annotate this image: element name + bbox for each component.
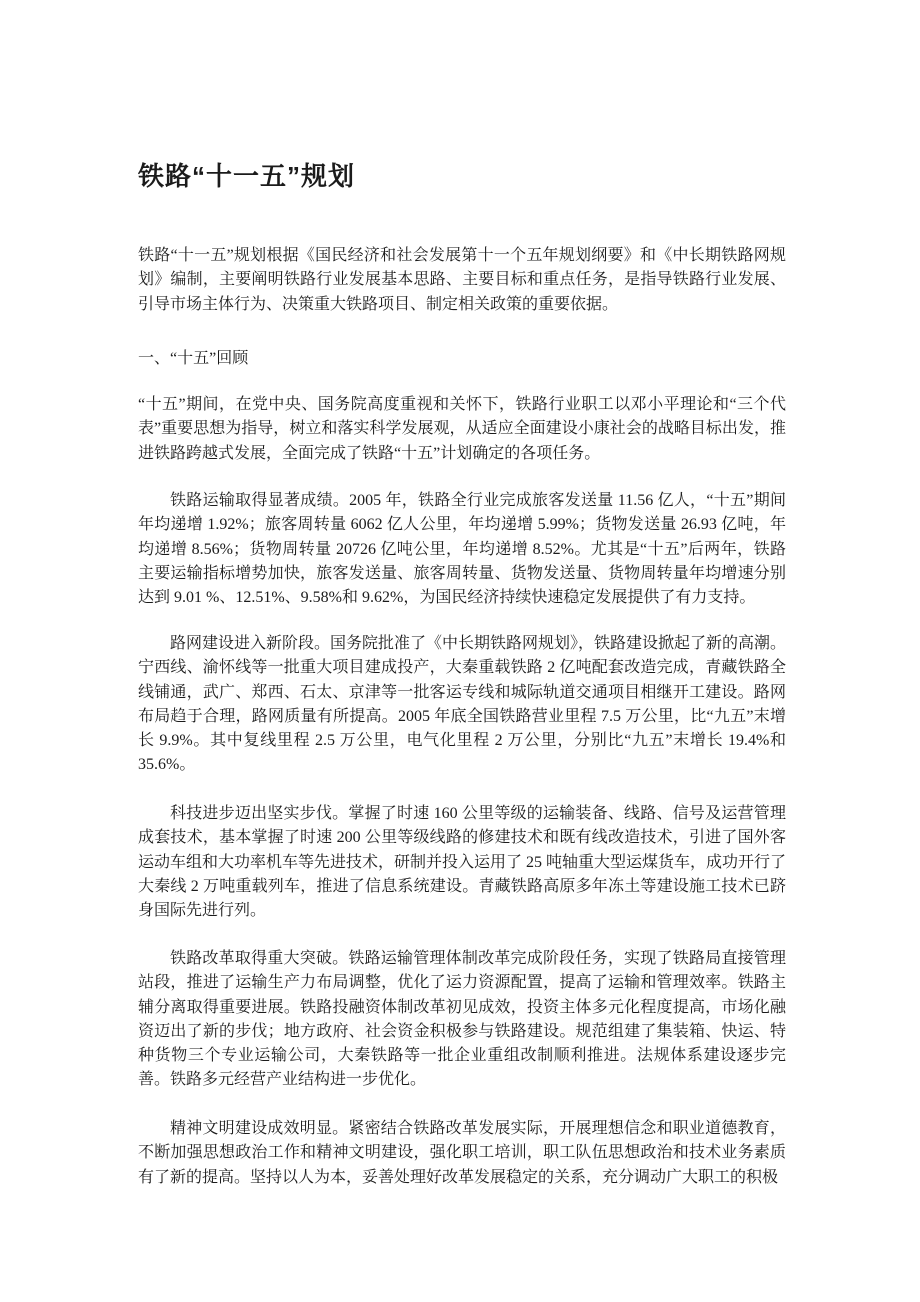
paragraph-transport-achievements: 铁路运输取得显著成绩。2005 年，铁路全行业完成旅客发送量 11.56 亿人，“十五”期间年均递增 1.92%；旅客周转量 6062 亿人公里，年均递增 5.99%；货物发送量 26.93 亿吨，年均递增 8.56%；货物周转量 20726 亿吨公里，年均递增 8.52%。尤其是“十五”后两年，铁路主要运输指标增势加快，旅客发送量、旅客周转量、货物发送量、货物周转量年均增速分别达到 9.01 %、12.51%、9.58%和 9.62%，为国民经济持续快速稳定发展提供了有力支持。	[138, 492, 786, 607]
section-heading: 一、“十五”回顾	[138, 350, 249, 367]
paragraph-technology-progress: 科技进步迈出坚实步伐。掌握了时速 160 公里等级的运输装备、线路、信号及运营管理成套技术，基本掌握了时速 200 公里等级线路的修建技术和既有线改造技术，引进了国外客运动车组和大功率机车等先进技术，研制并投入运用了 25 吨轴重大型运煤货车，成功开行了大秦线 2 万吨重载列车，推进了信息系统建设。青藏铁路高原多年冻土等建设施工技术已跻身国际先进行列。	[138, 805, 787, 920]
intro-paragraph: 铁路“十一五”规划根据《国民经济和社会发展第十一个五年规划纲要》和《中长期铁路网规划》编制，主要阐明铁路行业发展基本思路、主要目标和重点任务，是指导铁路行业发展、引导市场主体行为、决策重大铁路项目、制定相关政策的重要依据。	[138, 247, 786, 313]
section-lead-paragraph: “十五”期间，在党中央、国务院高度重视和关怀下，铁路行业职工以邓小平理论和“三个代表”重要思想为指导，树立和落实科学发展观，从适应全面建设小康社会的战略目标出发，推进铁路跨越式发展，全面完成了铁路“十五”计划确定的各项任务。	[138, 396, 786, 462]
document-title: 铁路“十一五”规划	[138, 161, 356, 191]
paragraph-spiritual-civilization: 精神文明建设成效明显。紧密结合铁路改革发展实际，开展理想信念和职业道德教育，不断加强思想政治工作和精神文明建设，强化职工培训，职工队伍思想政治和技术业务素质有了新的提高。坚持以人为本，妥善处理好改革发展稳定的关系，充分调动广大职工的积极	[138, 1120, 786, 1186]
paragraph-railway-reform: 铁路改革取得重大突破。铁路运输管理体制改革完成阶段任务，实现了铁路局直接管理站段，推进了运输生产力布局调整，优化了运力资源配置，提高了运输和管理效率。铁路主辅分离取得重要进展。铁路投融资体制改革初见成效，投资主体多元化程度提高，市场化融资迈出了新的步伐；地方政府、社会资金积极参与铁路建设。规范组建了集装箱、快运、特种货物三个专业运输公司，大秦铁路等一批企业重组改制顺利推进。法规体系建设逐步完善。铁路多元经营产业结构进一步优化。	[138, 950, 786, 1089]
paragraph-network-construction: 路网建设进入新阶段。国务院批准了《中长期铁路网规划》，铁路建设掀起了新的高潮。宁西线、渝怀线等一批重大项目建成投产，大秦重载铁路 2 亿吨配套改造完成，青藏铁路全线铺通，武广、郑西、石太、京津等一批客运专线和城际轨道交通项目相继开工建设。路网布局趋于合理，路网质量有所提高。2005 年底全国铁路营业里程 7.5 万公里，比“九五”末增长 9.9%。其中复线里程 2.5 万公里，电气化里程 2 万公里，分别比“九五”末增长 19.4%和 35.6%。	[138, 635, 787, 774]
